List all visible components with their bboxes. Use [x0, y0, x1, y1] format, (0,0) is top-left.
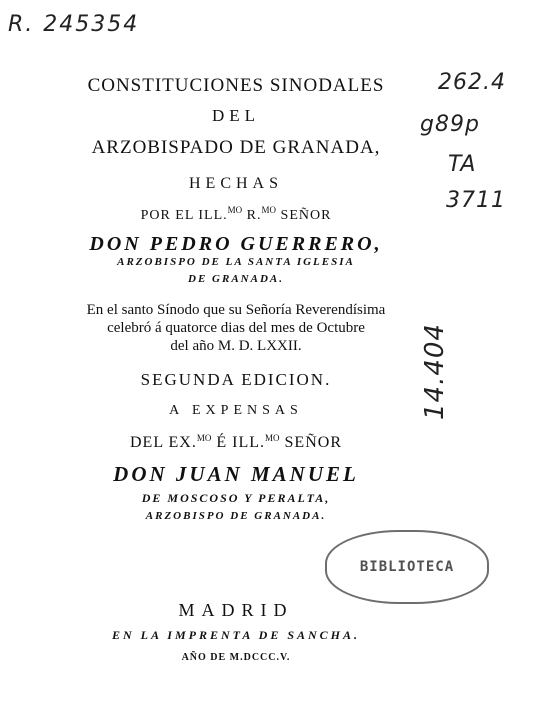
- imprint-year: AÑO DE M.DCCC.V.: [181, 652, 291, 663]
- title-line-6: DON PEDRO GUERRERO,: [89, 233, 383, 255]
- title-line-14-b: É ILL.: [211, 434, 266, 451]
- title-line-5-b: R.: [242, 208, 262, 223]
- title-line-5-sup-1: MO: [227, 205, 243, 215]
- margin-annotation-1: 262.4: [438, 70, 506, 95]
- title-line-3: ARZOBISPADO DE GRANADA,: [91, 137, 381, 158]
- imprint-printer: EN LA IMPRENTA DE SANCHA.: [111, 628, 361, 642]
- title-line-14-sup-2: MO: [265, 433, 280, 443]
- title-line-4: HECHAS: [188, 175, 283, 192]
- title-line-15: DON JUAN MANUEL: [113, 462, 359, 486]
- title-line-13: A EXPENSAS: [169, 403, 303, 418]
- imprint-city: MADRID: [178, 600, 294, 620]
- title-line-8: DE GRANADA.: [188, 273, 284, 285]
- title-line-17: ARZOBISPO DE GRANADA.: [145, 510, 327, 522]
- title-line-7: ARZOBISPO DE LA SANTA IGLESIA: [117, 256, 355, 268]
- title-line-11: del año M. D. LXXII.: [170, 338, 302, 354]
- margin-annotation-4: 3711: [446, 188, 506, 213]
- library-stamp-label: BIBLIOTECA: [359, 559, 455, 575]
- title-line-5: [50, 205, 422, 224]
- title-line-2: DEL: [211, 106, 261, 125]
- title-line-14-c: SEÑOR: [279, 434, 342, 451]
- margin-annotation-3: TA: [448, 152, 477, 177]
- title-line-1: CONSTITUCIONES SINODALES: [87, 75, 385, 96]
- title-line-16: DE MOSCOSO Y PERALTA,: [141, 491, 331, 505]
- title-line-5-a: POR EL ILL.: [140, 208, 228, 223]
- title-line-5-sup-2: MO: [261, 205, 277, 215]
- title-line-14: [50, 433, 422, 452]
- title-line-14-a: DEL EX.: [130, 434, 197, 451]
- title-line-14-sup-1: MO: [196, 433, 212, 443]
- title-line-10: celebró á quatorce dias del mes de Octubre: [107, 320, 365, 336]
- title-line-5-c: SEÑOR: [276, 208, 332, 223]
- library-stamp: [325, 530, 489, 604]
- margin-annotation-5: 14.404: [420, 323, 450, 420]
- title-line-9: En el santo Sínodo que su Señoría Reverendísima: [86, 302, 386, 318]
- shelfmark-annotation: R. 245354: [8, 12, 140, 37]
- margin-annotation-2: g89p: [420, 112, 480, 137]
- title-line-12: SEGUNDA EDICION.: [140, 370, 332, 389]
